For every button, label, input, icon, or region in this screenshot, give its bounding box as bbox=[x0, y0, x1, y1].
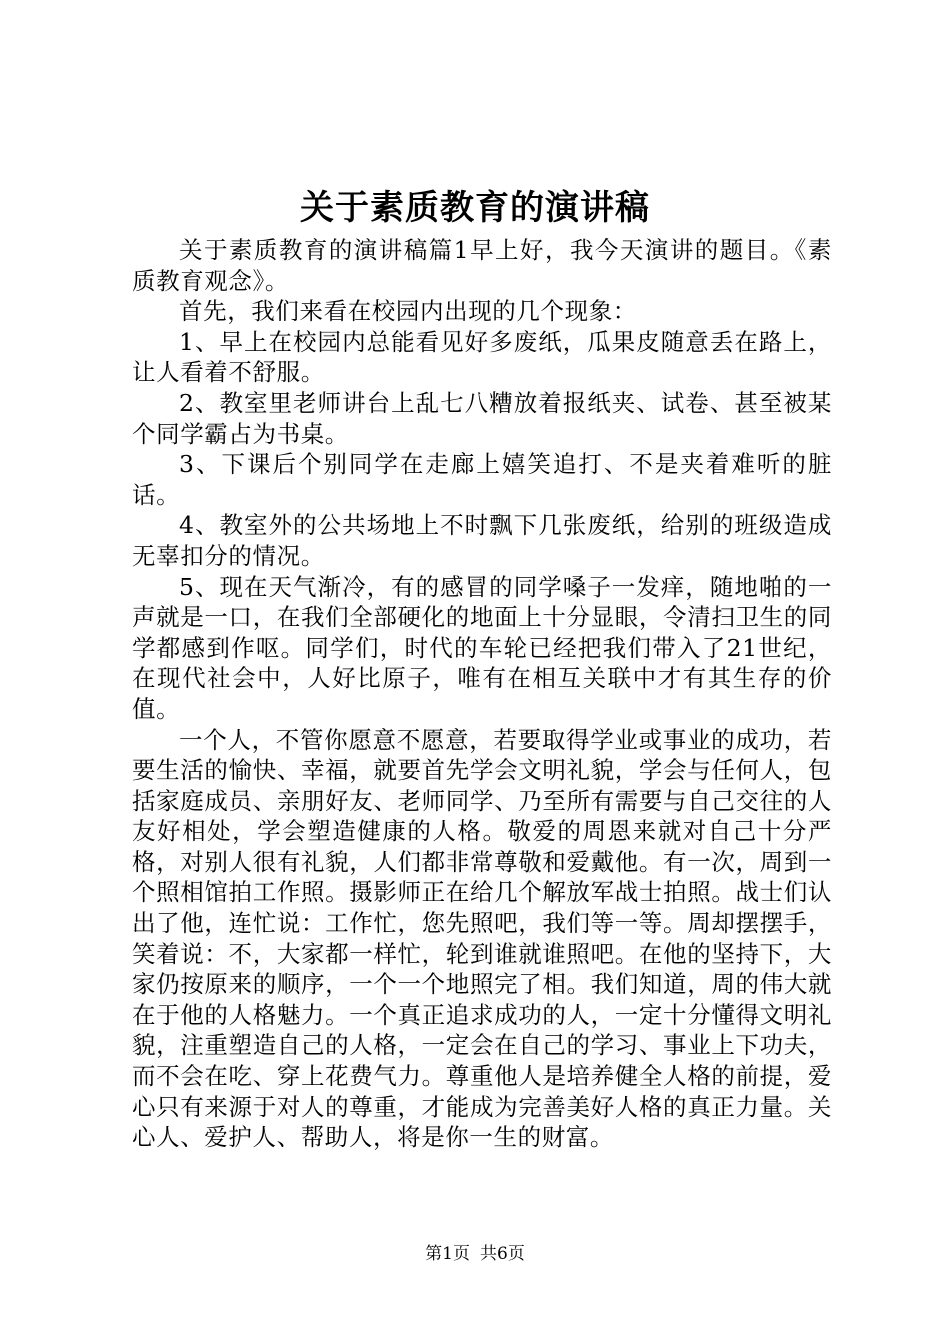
document-title: 关于素质教育的演讲稿 bbox=[300, 188, 650, 228]
paragraph-item-5: 5、现在天气渐冷，有的感冒的同学嗓子一发痒，随地啪的一声就是一口，在我们全部硬化的地面上十分显眼，令清扫卫生的同学都感到作呕。同学们，时代的车轮已经把我们带入了21世纪，在现代社会中，人好比原子，唯有在相互关联中才有其生存的价值。 bbox=[132, 572, 832, 723]
paragraph-main: 一个人，不管你愿意不愿意，若要取得学业或事业的成功，若要生活的愉快、幸福，就要首先学会文明礼貌，学会与任何人，包括家庭成员、亲朋好友、老师同学、乃至所有需要与自己交往的人友好相处，学会塑造健康的人格。敬爱的周恩来就对自己十分严格，对别人很有礼貌，人们都非常尊敬和爱戴他。有一次，周到一个照相馆拍工作照。摄影师正在给几个解放军战士拍照。战士们认出了他，连忙说：工作忙，您先照吧，我们等一等。周却摆摆手，笑着说：不，大家都一样忙，轮到谁就谁照吧。在他的坚持下，大家仍按原来的顺序，一个一个地照完了相。我们知道，周的伟大就在于他的人格魅力。一个真正追求成功的人，一定十分懂得文明礼貌，注重塑造自己的人格，一定会在自己的学习、事业上下功夫，而不会在吃、穿上花费气力。尊重他人是培养健全人格的前提，爱心只有来源于对人的尊重，才能成为完善美好人格的真正力量。关心人、爱护人、帮助人，将是你一生的财富。 bbox=[132, 725, 832, 1152]
page-total: 共6页 bbox=[480, 1244, 525, 1264]
paragraph-phenomena-intro: 首先，我们来看在校园内出现的几个现象： bbox=[179, 297, 637, 326]
paragraph-item-4: 4、教室外的公共场地上不时飘下几张废纸，给别的班级造成无辜扣分的情况。 bbox=[132, 511, 832, 570]
page-footer bbox=[0, 1242, 950, 1266]
page-number: 第1页 bbox=[425, 1244, 470, 1264]
paragraph-item-2: 2、教室里老师讲台上乱七八糟放着报纸夹、试卷、甚至被某个同学霸占为书桌。 bbox=[132, 388, 832, 448]
paragraph-intro: 关于素质教育的演讲稿篇1早上好，我今天演讲的题目。《素质教育观念》。 bbox=[132, 236, 832, 295]
paragraph-item-3: 3、下课后个别同学在走廊上嬉笑追打、不是夹着难听的脏话。 bbox=[132, 450, 832, 509]
document-body bbox=[132, 235, 832, 1153]
paragraph-item-1: 1、早上在校园内总能看见好多废纸，瓜果皮随意丢在路上，让人看着不舒服。 bbox=[132, 327, 832, 387]
